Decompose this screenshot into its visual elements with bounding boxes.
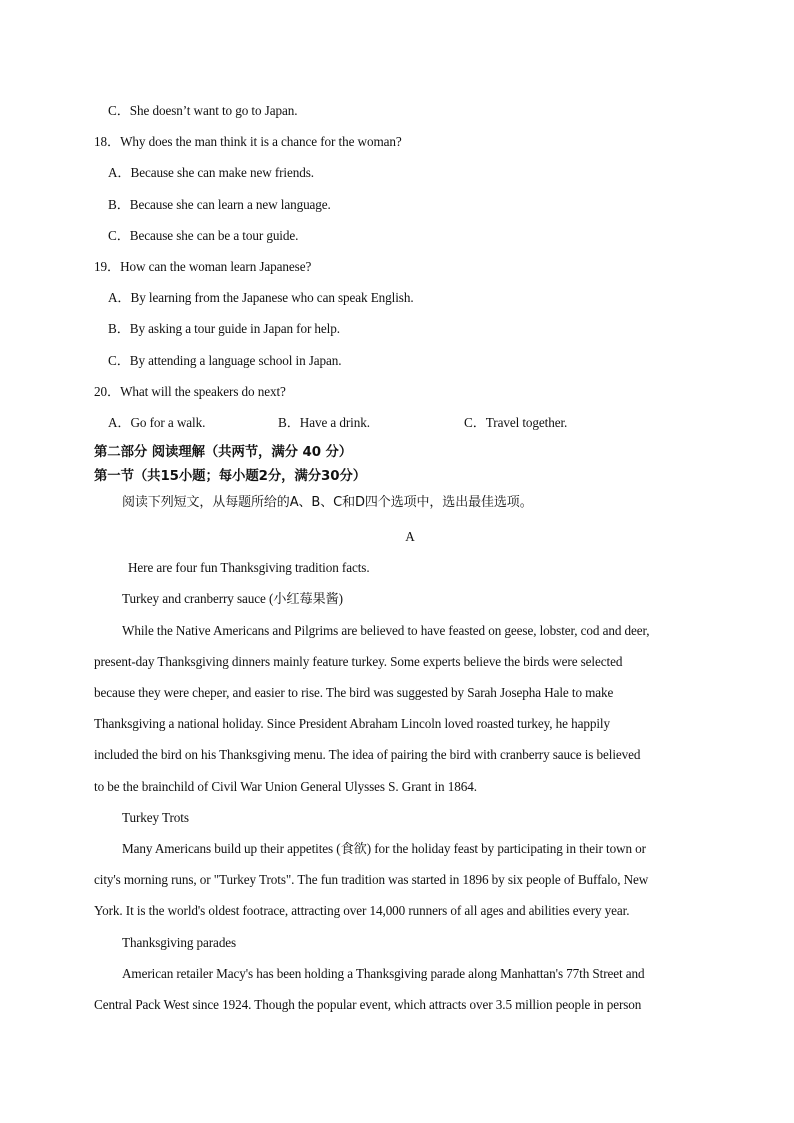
q18-option-b: B．Because she can learn a new language. [108,197,331,212]
para3-line: American retailer Macy's has been holding a Thanksgiving parade along Manhattan's 77th Street and [122,966,645,981]
passage-intro: Here are four fun Thanksgiving tradition facts. [128,560,370,575]
para2-line: York. It is the world's oldest footrace, attracting over 14,000 runners of all ages and abilities every year. [94,903,630,918]
q19-option-b: B．By asking a tour guide in Japan for help. [108,321,340,336]
para1-line: included the bird on his Thanksgiving menu. The idea of pairing the bird with cranberry sauce is believed [94,747,641,762]
q19-option-c: C．By attending a language school in Japan. [108,353,342,368]
section-title: 第一节（共15小题；每小题2分，满分30分） [94,469,367,484]
para1-line: Thanksgiving a national holiday. Since President Abraham Lincoln loved roasted turkey, he happily [94,716,610,731]
part-title: 第二部分 阅读理解（共两节，满分 40 分） [94,445,353,460]
q18-stem: 18．Why does the man think it is a chance for the woman? [94,134,402,149]
subheading-parades: Thanksgiving parades [122,935,237,950]
subheading-turkey-cranberry: Turkey and cranberry sauce (小红莓果酱) [122,591,343,606]
para1-line: to be the brainchild of Civil War Union General Ulysses S. Grant in 1864. [94,779,477,794]
instruction: 阅读下列短文，从每题所给的A、B、C和D四个选项中，选出最佳选项。 [122,495,533,510]
subheading-turkey-trots: Turkey Trots [122,810,189,825]
q20-option-c: C．Travel together. [464,415,568,430]
q20-option-a: A．Go for a walk. [108,415,206,430]
passage-label: A [405,529,415,544]
q18-option-c: C．Because she can be a tour guide. [108,228,299,243]
para1-line: While the Native Americans and Pilgrims are believed to have feasted on geese, lobster, cod and deer, [122,623,650,638]
para3-line: Central Pack West since 1924. Though the popular event, which attracts over 3.5 million people in person [94,997,642,1012]
para2-line: city's morning runs, or "Turkey Trots". The fun tradition was started in 1896 by six people of Buffalo, New [94,872,649,887]
q20-option-b: B．Have a drink. [278,415,370,430]
q19-stem: 19．How can the woman learn Japanese? [94,259,312,274]
q20-stem: 20．What will the speakers do next? [94,384,286,399]
q18-option-a: A．Because she can make new friends. [108,165,314,180]
para1-line: because they were cheper, and easier to rise. The bird was suggested by Sarah Josepha Hale to make [94,685,614,700]
para1-line: present-day Thanksgiving dinners mainly feature turkey. Some experts believe the birds were selected [94,654,623,669]
para2-line: Many Americans build up their appetites (食欲) for the holiday feast by participating in their town or [122,841,646,856]
q19-option-a: A．By learning from the Japanese who can speak English. [108,290,414,305]
q17-option-c: C．She doesn’t want to go to Japan. [108,103,298,118]
